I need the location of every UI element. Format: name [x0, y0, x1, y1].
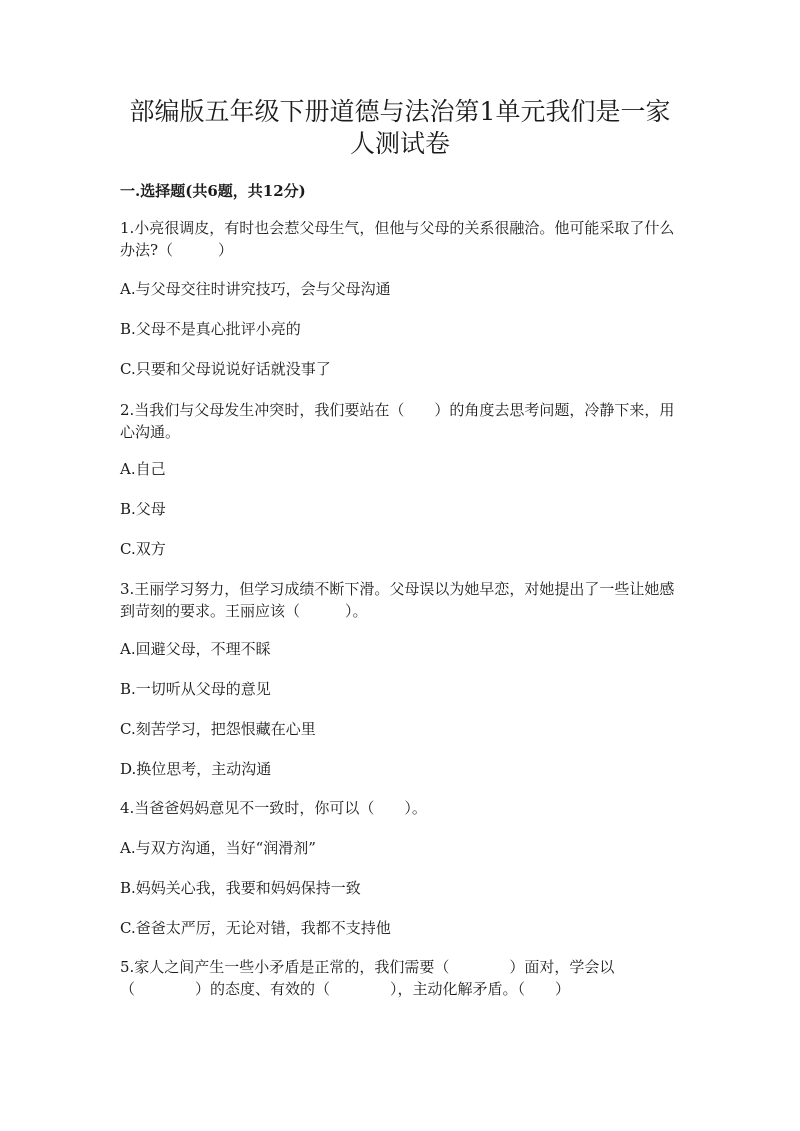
question-3-option-d: D.换位思考，主动沟通 [120, 760, 272, 778]
question-4-stem: 4.当爸爸妈妈意见不一致时，你可以（ ）。 [120, 799, 427, 817]
question-4-option-c: C.爸爸太严厉，无论对错，我都不支持他 [120, 919, 391, 937]
question-3-option-c: C.刻苦学习，把怨恨藏在心里 [120, 720, 316, 738]
question-3-option-b: B.一切听从父母的意见 [120, 680, 271, 698]
question-2-option-a: A.自己 [120, 460, 166, 478]
question-2-stem: 2.当我们与父母发生冲突时，我们要站在（ ）的角度去思考问题，冷静下来，用心沟通。 [120, 401, 675, 441]
question-1-stem: 1.小亮很调皮，有时也会惹父母生气，但他与父母的关系很融洽。他可能采取了什么办法?（ ） [120, 219, 675, 259]
question-1-option-b: B.父母不是真心批评小亮的 [120, 320, 301, 338]
question-4-option-a: A.与双方沟通，当好“润滑剂” [120, 839, 316, 857]
exam-title: 部编版五年级下册道德与法治第1单元我们是一家人测试卷 [129, 97, 671, 158]
question-3-option-a: A.回避父母，不理不睬 [120, 640, 271, 658]
question-1-option-a: A.与父母交往时讲究技巧，会与父母沟通 [120, 280, 391, 298]
question-5-stem: 5.家人之间产生一些小矛盾是正常的，我们需要（ ）面对，学会以（ ）的态度、有效的（ ），主动化解矛盾。（ ） [120, 958, 615, 998]
question-2-option-b: B.父母 [120, 500, 166, 518]
question-2-option-c: C.双方 [120, 540, 166, 558]
question-3-stem: 3.王丽学习努力，但学习成绩不断下滑。父母误以为她早恋，对她提出了一些让她感到苛刻的要求。王丽应该（ ）。 [120, 580, 675, 620]
section-heading: 一.选择题(共6题，共12分) [120, 182, 306, 200]
question-4-option-b: B.妈妈关心我，我要和妈妈保持一致 [120, 879, 361, 897]
question-1-option-c: C.只要和父母说说好话就没事了 [120, 360, 331, 378]
